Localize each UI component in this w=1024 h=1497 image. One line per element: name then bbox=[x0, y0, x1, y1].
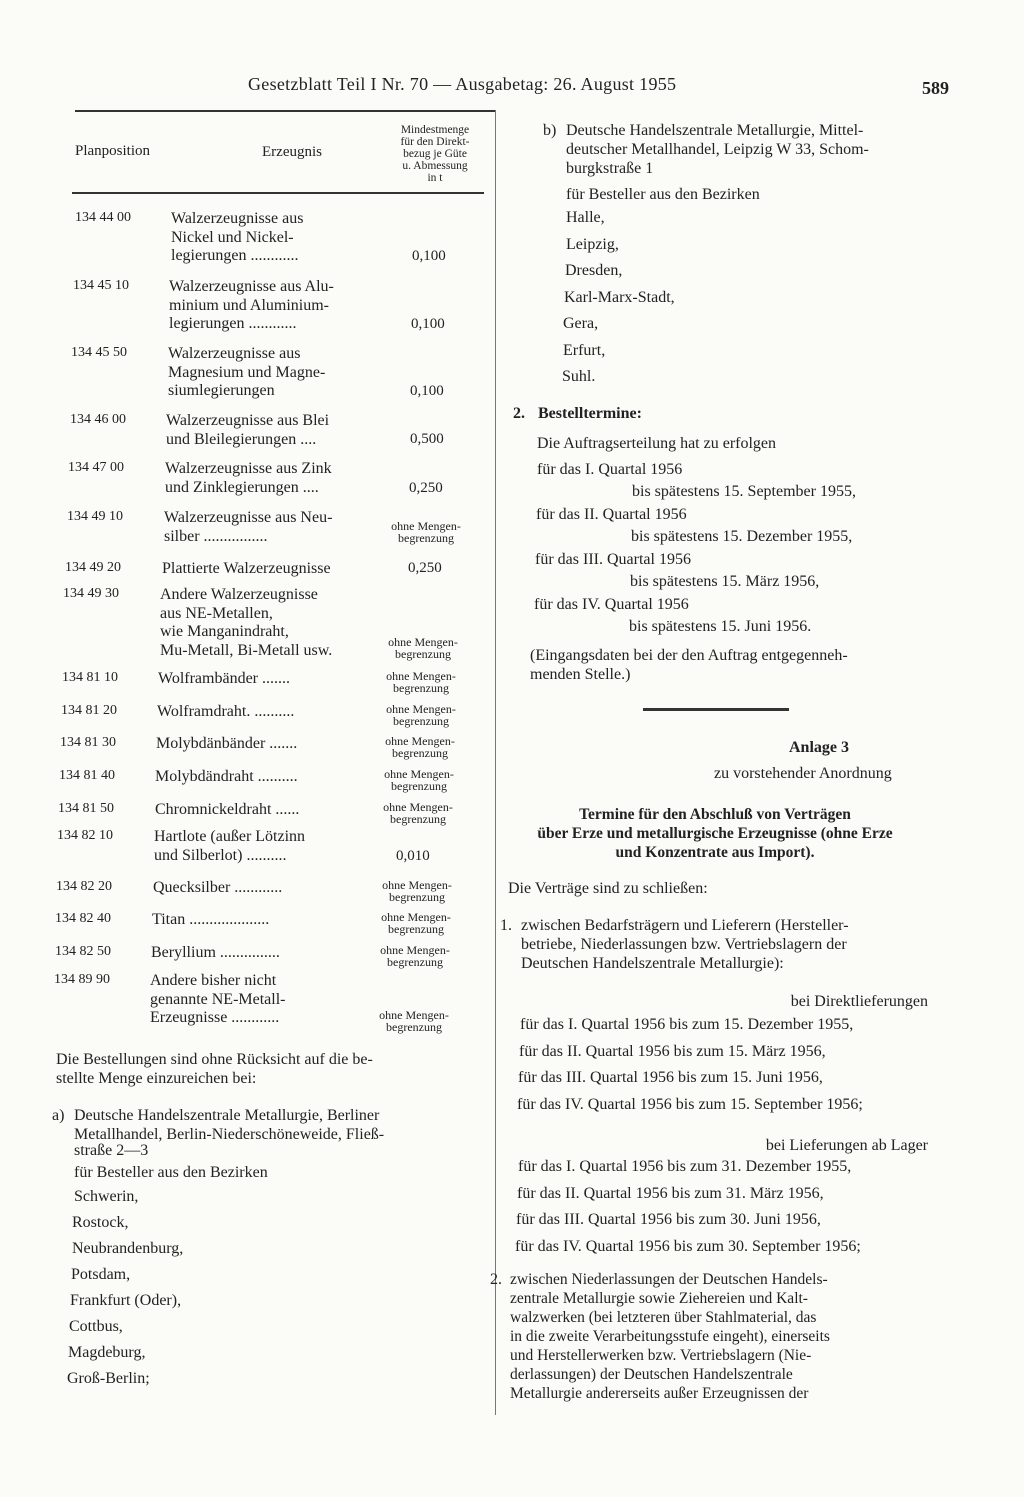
page-number: 589 bbox=[922, 78, 949, 98]
order-quarter: für das IV. Quartal 1956 bbox=[534, 596, 689, 613]
table-row-position: 134 49 30 bbox=[63, 586, 119, 601]
direct-delivery-item: für das II. Quartal 1956 bis zum 15. März 1956, bbox=[519, 1042, 826, 1060]
table-row-product: Wolframbänder ....... bbox=[158, 670, 290, 687]
city-item: Suhl. bbox=[562, 368, 596, 385]
table-row-product: Titan .................... bbox=[152, 911, 270, 928]
table-row-min-qty: 0,500 bbox=[410, 431, 444, 447]
table-row-position: 134 82 50 bbox=[55, 944, 111, 959]
table-row-min-qty: 0,100 bbox=[411, 316, 445, 332]
order-deadline: bis spätestens 15. September 1955, bbox=[632, 483, 856, 500]
table-row-product: Molybdändraht .......... bbox=[155, 768, 298, 785]
column-divider bbox=[495, 110, 496, 1415]
point-2-text: zwischen Niederlassungen der Deutschen Handels- zentrale Metallurgie sowie Ziehereien und Kalt- walzwerken (bei letzteren über Stahlmaterial, das in die zweite Verarbeitungsstufe eingeht), einerseits und Herstellerwerken bzw. Vertriebslagern (Nie- derlassungen) der Deutschen Handelszentrale Metallurgie andererseits außer Erzeugnissen der bbox=[510, 1271, 830, 1402]
col-header-position: Planposition bbox=[75, 143, 151, 159]
city-item: Leipzig, bbox=[566, 235, 619, 253]
point-2-number: 2. bbox=[490, 1271, 502, 1288]
order-intro: Die Bestellungen sind ohne Rücksicht auf die be- stellte Menge einzureichen bei: bbox=[56, 1051, 373, 1087]
table-row-min-qty: 0,250 bbox=[409, 480, 443, 496]
city-item: Dresden, bbox=[565, 262, 623, 279]
city-item: Erfurt, bbox=[563, 341, 606, 359]
table-row-position: 134 49 10 bbox=[67, 509, 123, 524]
item-a-label: a) bbox=[52, 1107, 65, 1124]
table-row-product: Plattierte Walzerzeugnisse bbox=[162, 560, 331, 577]
table-row-min-qty: ohne Mengen- begrenzung bbox=[385, 734, 455, 760]
item-b-address: Deutsche Handelszentrale Metallurgie, Mittel- deutscher Metallhandel, Leipzig W 33, Schom- burgkstraße 1 bbox=[566, 122, 869, 177]
item-b-label: b) bbox=[543, 122, 557, 139]
stock-delivery-item: für das III. Quartal 1956 bis zum 30. Juni 1956, bbox=[516, 1211, 821, 1228]
table-row-product: Walzerzeugnisse aus Neu- silber ................ bbox=[164, 509, 333, 545]
table-row-product: Walzerzeugnisse aus Zink und Zinklegierungen .... bbox=[165, 460, 332, 496]
table-row-product: Chromnickeldraht ...... bbox=[155, 801, 300, 818]
table-row-position: 134 45 50 bbox=[71, 345, 127, 360]
table-row-product: Walzerzeugnisse aus Nickel und Nickel- legierungen ............ bbox=[171, 210, 304, 264]
table-row-position: 134 46 00 bbox=[70, 412, 126, 427]
table-row-min-qty: 0,010 bbox=[396, 848, 430, 864]
point-1-text: zwischen Bedarfsträgern und Lieferern (Hersteller- betriebe, Niederlassungen bzw. Vertriebslagern der Deutschen Handelszentrale Metallurgie): bbox=[521, 917, 849, 972]
separator-rule bbox=[643, 708, 789, 711]
table-row-min-qty: 0,100 bbox=[410, 383, 444, 399]
table-row-position: 134 81 50 bbox=[58, 801, 114, 816]
col-header-min-qty: Mindestmenge für den Direkt- bezug je Güte u. Abmessung in t bbox=[400, 124, 470, 184]
section-2-note: (Eingangsdaten bei der den Auftrag entgegenneh- menden Stelle.) bbox=[530, 647, 848, 683]
item-a-for: für Besteller aus den Bezirken bbox=[74, 1164, 268, 1181]
table-row-position: 134 89 90 bbox=[54, 972, 110, 987]
order-deadline: bis spätestens 15. März 1956, bbox=[630, 573, 820, 590]
table-row-product: Quecksilber ............ bbox=[153, 879, 283, 896]
annex-title: Anlage 3 bbox=[789, 739, 849, 756]
section-2-title: Bestelltermine: bbox=[538, 405, 642, 422]
order-quarter: für das II. Quartal 1956 bbox=[536, 506, 687, 523]
order-deadline: bis spätestens 15. Juni 1956. bbox=[629, 618, 812, 635]
table-row-min-qty: ohne Mengen- begrenzung bbox=[386, 702, 456, 728]
city-item: Potsdam, bbox=[71, 1266, 131, 1283]
stock-delivery-item: für das II. Quartal 1956 bis zum 31. März 1956, bbox=[517, 1184, 824, 1202]
table-row-position: 134 49 20 bbox=[65, 560, 121, 575]
table-row-position: 134 81 30 bbox=[60, 735, 116, 750]
city-item: Frankfurt (Oder), bbox=[70, 1292, 182, 1309]
table-row-position: 134 82 10 bbox=[57, 828, 113, 843]
table-row-product: Beryllium ............... bbox=[151, 944, 280, 961]
city-item: Halle, bbox=[566, 209, 605, 226]
table-row-min-qty: ohne Mengen- begrenzung bbox=[380, 943, 450, 969]
table-row-min-qty: 0,100 bbox=[412, 248, 446, 264]
table-row-position: 134 81 20 bbox=[61, 703, 117, 718]
point-1-number: 1. bbox=[500, 917, 512, 934]
section-2-number: 2. bbox=[513, 405, 525, 422]
table-row-min-qty: ohne Mengen- begrenzung bbox=[384, 767, 454, 793]
table-row-min-qty: ohne Mengen- begrenzung bbox=[381, 910, 451, 936]
item-a-address: Deutsche Handelszentrale Metallurgie, Berliner Metallhandel, Berlin-Niederschöneweide, Fließ- straße 2—3 bbox=[74, 1107, 385, 1159]
table-row-product: Walzerzeugnisse aus Alu- minium und Aluminium- legierungen ............ bbox=[169, 278, 334, 332]
city-item: Magdeburg, bbox=[68, 1344, 146, 1361]
city-item: Cottbus, bbox=[69, 1318, 123, 1335]
table-row-min-qty: ohne Mengen- begrenzung bbox=[383, 800, 453, 826]
table-row-product: Hartlote (außer Lötzinn und Silberlot) .......... bbox=[154, 828, 306, 864]
page-header: Gesetzblatt Teil I Nr. 70 — Ausgabetag: 26. August 1955 bbox=[248, 74, 677, 94]
direct-delivery-item: für das III. Quartal 1956 bis zum 15. Juni 1956, bbox=[518, 1069, 823, 1086]
city-item: Groß-Berlin; bbox=[67, 1370, 150, 1387]
table-row-product: Wolframdraht. .......... bbox=[157, 703, 295, 720]
table-row-position: 134 44 00 bbox=[75, 210, 131, 225]
table-row-product: Walzerzeugnisse aus Magnesium und Magne- siumlegierungen bbox=[168, 345, 326, 399]
order-deadline: bis spätestens 15. Dezember 1955, bbox=[631, 528, 853, 545]
table-row-product: Andere Walzerzeugnisse aus NE-Metallen, wie Manganindraht, Mu-Metall, Bi-Metall usw. bbox=[160, 586, 333, 659]
section-heading: Termine für den Abschluß von Verträgen über Erze und metallurgische Erzeugnisse (ohne Erze und Konzentrate aus Import). bbox=[537, 806, 893, 861]
city-item: Gera, bbox=[563, 315, 599, 332]
table-row-position: 134 47 00 bbox=[68, 460, 124, 475]
table-row-product: Walzerzeugnisse aus Blei und Bleilegierungen .... bbox=[166, 412, 330, 448]
stock-delivery-label: bei Lieferungen ab Lager bbox=[765, 1137, 928, 1154]
table-row-position: 134 81 10 bbox=[62, 670, 118, 685]
stock-delivery-item: für das IV. Quartal 1956 bis zum 30. September 1956; bbox=[515, 1237, 861, 1255]
table-row-position: 134 82 20 bbox=[56, 879, 112, 894]
order-quarter: für das I. Quartal 1956 bbox=[537, 461, 683, 478]
table-row-product: Molybdänbänder ....... bbox=[156, 735, 298, 752]
table-row-product: Andere bisher nicht genannte NE-Metall- Erzeugnisse ............ bbox=[150, 972, 286, 1026]
header-rule-left bbox=[75, 110, 495, 112]
table-row-min-qty: ohne Mengen- begrenzung bbox=[386, 669, 456, 695]
stock-delivery-item: für das I. Quartal 1956 bis zum 31. Dezember 1955, bbox=[518, 1158, 852, 1175]
city-item: Schwerin, bbox=[74, 1188, 139, 1205]
table-row-min-qty: ohne Mengen- begrenzung bbox=[382, 878, 452, 904]
table-row-position: 134 45 10 bbox=[73, 278, 129, 293]
annex-subtitle: zu vorstehender Anordnung bbox=[714, 765, 892, 782]
table-header-rule bbox=[72, 192, 484, 194]
contracts-intro: Die Verträge sind zu schließen: bbox=[508, 880, 708, 897]
table-row-position: 134 82 40 bbox=[55, 911, 111, 926]
order-quarter: für das III. Quartal 1956 bbox=[535, 551, 691, 568]
direct-delivery-item: für das IV. Quartal 1956 bis zum 15. September 1956; bbox=[517, 1095, 863, 1113]
table-row-min-qty: ohne Mengen- begrenzung bbox=[379, 1008, 449, 1034]
table-row-position: 134 81 40 bbox=[59, 768, 115, 783]
city-item: Neubrandenburg, bbox=[72, 1240, 184, 1257]
city-item: Karl-Marx-Stadt, bbox=[564, 288, 675, 306]
item-b-for: für Besteller aus den Bezirken bbox=[566, 186, 760, 203]
direct-delivery-label: bei Direktlieferungen bbox=[790, 993, 928, 1010]
city-item: Rostock, bbox=[72, 1214, 129, 1231]
table-row-min-qty: ohne Mengen- begrenzung bbox=[391, 519, 461, 545]
table-row-min-qty: ohne Mengen- begrenzung bbox=[388, 635, 458, 661]
direct-delivery-item: für das I. Quartal 1956 bis zum 15. Dezember 1955, bbox=[520, 1016, 854, 1033]
table-row-min-qty: 0,250 bbox=[408, 560, 442, 576]
section-2-intro: Die Auftragserteilung hat zu erfolgen bbox=[537, 435, 777, 452]
col-header-product: Erzeugnis bbox=[262, 144, 322, 160]
